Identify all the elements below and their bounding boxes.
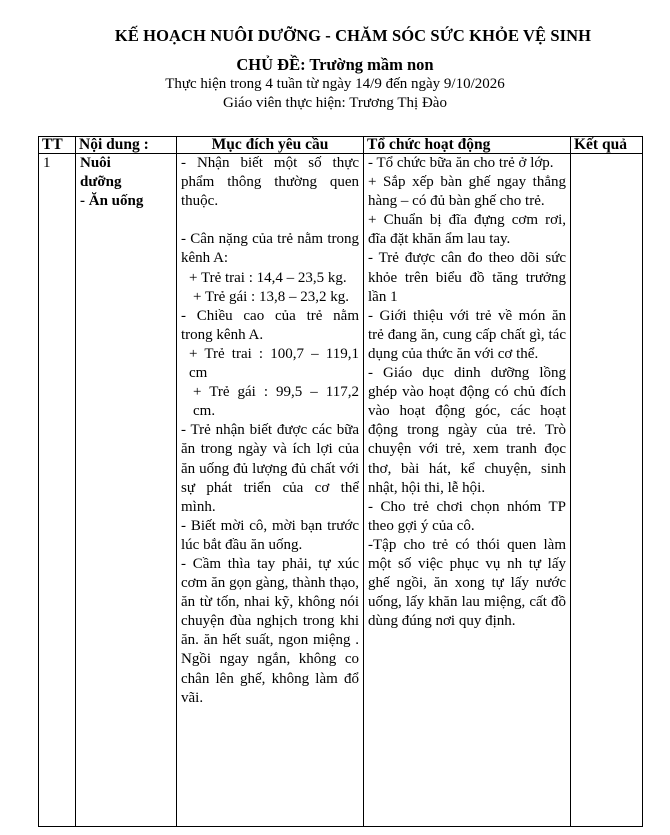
cell-content <box>76 154 177 827</box>
activity-item: + Sắp xếp bàn ghế ngay thẳng hàng – có đủ bàn ghế cho trẻ. <box>368 174 566 210</box>
cell-objectives <box>177 154 364 827</box>
header-content: Nội dung : <box>76 137 177 154</box>
objective-item: + Trẻ gái : 13,8 – 23,2 kg. <box>193 288 349 305</box>
topic-heading: CHỦ ĐỀ: Trường mầm non <box>236 55 434 74</box>
objective-item: - Chiều cao của trẻ nằm trong kênh A. <box>181 307 359 343</box>
activity-item: - Giáo dục dinh dưỡng lồng ghép vào hoạt động có chủ đích vào hoạt động góc, các hoạt động trong ngày của trẻ. Trò chuyện với trẻ, xem tranh đọc thơ, bài hát, kể chuyện, sinh nhật, hội thi, lễ hội. <box>368 365 566 496</box>
activity-item: + Chuẩn bị đĩa đựng cơm rơi, đĩa đặt khăn ẩm lau tay. <box>368 212 566 248</box>
cell-result <box>571 154 643 827</box>
objective-item: - Cân nặng của trẻ nằm trong kênh A: <box>181 231 359 267</box>
cell-activities <box>364 154 571 827</box>
objective-gap <box>181 211 359 230</box>
activity-item: - Cho trẻ chơi chọn nhóm TP theo gợi ý của cô. <box>368 498 566 534</box>
content-main-2: dưỡng <box>80 174 122 191</box>
plan-table <box>38 136 643 827</box>
activity-item: -Tập cho trẻ có thói quen làm một số việc phục vụ nh tự lấy ghế ngồi, ăn xong tự lấy nước uống, lấy khăn lau miệng, cất đồ dùng đúng nơi quy định. <box>368 536 566 630</box>
content-main-1: Nuôi <box>80 155 111 171</box>
cell-tt: 1 <box>39 154 76 827</box>
objective-item: + Trẻ trai : 14,4 – 23,5 kg. <box>189 269 347 286</box>
table-row <box>39 154 643 827</box>
table-header-row <box>39 137 643 154</box>
objective-item: - Cầm thìa tay phải, tự xúc cơm ăn gọn gàng, thành thạo, ăn từ tốn, nhai kỹ, không nói chuyện đùa nghịch trong khi ăn. ăn hết suất, ngon miệng . Ngồi ngay ngắn, không co chân lên ghế, không làm đổ vãi. <box>181 555 359 706</box>
teacher-line: Giáo viên thực hiện: Trương Thị Đào <box>223 95 447 111</box>
header-tt: TT <box>39 137 76 154</box>
objective-item: + Trẻ gái : 99,5 – 117,2 cm. <box>193 384 359 420</box>
activity-item: - Giới thiệu với trẻ về món ăn trẻ đang ăn, cung cấp chất gì, tác dụng của thức ăn với cơ thể. <box>368 307 566 362</box>
plan-title: KẾ HOẠCH NUÔI DƯỠNG - CHĂM SÓC SỨC KHỎE VỆ SINH <box>114 26 592 45</box>
objective-item: - Biết mời cô, mời bạn trước lúc bắt đầu ăn uống. <box>181 517 359 553</box>
objective-item: - Trẻ nhận biết được các bữa ăn trong ngày và ích lợi của ăn uống đủ lượng đủ chất với sự phát triển của cơ thể mình. <box>181 422 359 515</box>
header-result: Kết quả <box>571 137 643 154</box>
objective-item: - Nhận biết một số thực phẩm thông thường quen thuộc. <box>181 155 359 210</box>
header-objectives: Mục đích yêu cầu <box>177 137 364 154</box>
objective-item: + Trẻ trai : 100,7 – 119,1 cm <box>189 345 359 382</box>
header-activities: Tổ chức hoạt động <box>364 137 571 154</box>
activity-item: - Tổ chức bữa ăn cho trẻ ở lớp. <box>368 155 554 171</box>
activity-item: - Trẻ được cân đo theo dõi sức khỏe trên biểu đồ tăng trưởng lần 1 <box>368 250 566 305</box>
content-sub: - Ăn uống <box>80 193 144 210</box>
duration-line: Thực hiện trong 4 tuần từ ngày 14/9 đến ngày 9/10/2026 <box>165 76 505 92</box>
